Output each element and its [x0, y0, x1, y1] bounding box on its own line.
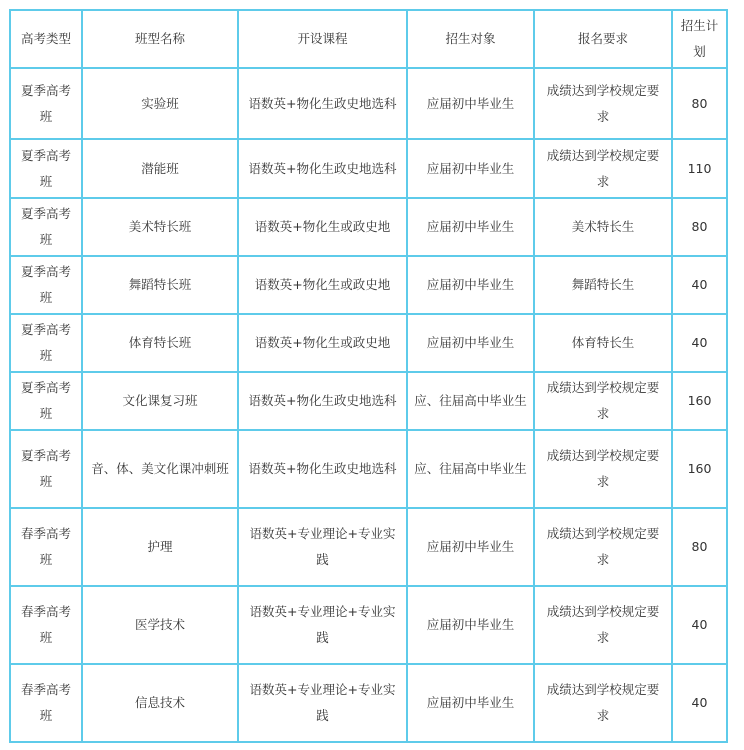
cell-plan: 160: [672, 372, 727, 430]
table-row: [10, 664, 727, 742]
cell-courses: 语数英+物化生政史地选科: [238, 372, 407, 430]
cell-courses: 语数英+物化生或政史地: [238, 314, 407, 372]
table-row: [10, 372, 727, 430]
table-body: [10, 10, 727, 742]
header-row: [10, 10, 727, 68]
cell-plan: 40: [672, 314, 727, 372]
cell-plan: 80: [672, 198, 727, 256]
cell-courses: 语数英+物化生政史地选科: [238, 430, 407, 508]
cell-target: 应届初中毕业生: [407, 68, 534, 139]
cell-courses: 语数英+物化生政史地选科: [238, 68, 407, 139]
cell-courses: 语数英+物化生政史地选科: [238, 139, 407, 198]
cell-target: 应届初中毕业生: [407, 664, 534, 742]
cell-requirement: 舞蹈特长生: [534, 256, 672, 314]
cell-target: 应届初中毕业生: [407, 508, 534, 586]
header-exam-type: 高考类型: [10, 10, 82, 68]
cell-requirement: 成绩达到学校规定要求: [534, 508, 672, 586]
cell-plan: 40: [672, 256, 727, 314]
cell-exam-type: 夏季高考班: [10, 314, 82, 372]
cell-exam-type: 夏季高考班: [10, 256, 82, 314]
header-target: 招生对象: [407, 10, 534, 68]
cell-plan: 80: [672, 68, 727, 139]
table-row: [10, 139, 727, 198]
cell-plan: 40: [672, 586, 727, 664]
cell-plan: 160: [672, 430, 727, 508]
table-row: [10, 68, 727, 139]
enrollment-table: [9, 9, 728, 743]
cell-target: 应届初中毕业生: [407, 198, 534, 256]
cell-target: 应、往届高中毕业生: [407, 430, 534, 508]
cell-requirement: 成绩达到学校规定要求: [534, 430, 672, 508]
cell-exam-type: 夏季高考班: [10, 139, 82, 198]
cell-class-name: 美术特长班: [82, 198, 238, 256]
cell-class-name: 舞蹈特长班: [82, 256, 238, 314]
cell-courses: 语数英+物化生或政史地: [238, 198, 407, 256]
cell-requirement: 成绩达到学校规定要求: [534, 372, 672, 430]
table-row: [10, 508, 727, 586]
table-row: [10, 430, 727, 508]
header-courses: 开设课程: [238, 10, 407, 68]
cell-courses: 语数英+专业理论+专业实践: [238, 664, 407, 742]
cell-plan: 40: [672, 664, 727, 742]
cell-class-name: 实验班: [82, 68, 238, 139]
table-row: [10, 314, 727, 372]
cell-courses: 语数英+物化生或政史地: [238, 256, 407, 314]
cell-class-name: 护理: [82, 508, 238, 586]
cell-requirement: 成绩达到学校规定要求: [534, 586, 672, 664]
cell-exam-type: 夏季高考班: [10, 198, 82, 256]
cell-requirement: 成绩达到学校规定要求: [534, 139, 672, 198]
cell-exam-type: 夏季高考班: [10, 68, 82, 139]
cell-requirement: 美术特长生: [534, 198, 672, 256]
cell-class-name: 信息技术: [82, 664, 238, 742]
cell-courses: 语数英+专业理论+专业实践: [238, 586, 407, 664]
cell-class-name: 医学技术: [82, 586, 238, 664]
table-row: [10, 256, 727, 314]
cell-target: 应、往届高中毕业生: [407, 372, 534, 430]
cell-target: 应届初中毕业生: [407, 139, 534, 198]
cell-class-name: 潜能班: [82, 139, 238, 198]
cell-exam-type: 春季高考班: [10, 664, 82, 742]
cell-class-name: 体育特长班: [82, 314, 238, 372]
cell-plan: 80: [672, 508, 727, 586]
cell-requirement: 成绩达到学校规定要求: [534, 664, 672, 742]
table-row: [10, 586, 727, 664]
cell-exam-type: 春季高考班: [10, 508, 82, 586]
cell-class-name: 文化课复习班: [82, 372, 238, 430]
cell-exam-type: 夏季高考班: [10, 372, 82, 430]
cell-requirement: 体育特长生: [534, 314, 672, 372]
cell-exam-type: 夏季高考班: [10, 430, 82, 508]
cell-requirement: 成绩达到学校规定要求: [534, 68, 672, 139]
cell-target: 应届初中毕业生: [407, 586, 534, 664]
header-requirement: 报名要求: [534, 10, 672, 68]
cell-courses: 语数英+专业理论+专业实践: [238, 508, 407, 586]
cell-plan: 110: [672, 139, 727, 198]
cell-target: 应届初中毕业生: [407, 314, 534, 372]
cell-class-name: 音、体、美文化课冲刺班: [82, 430, 238, 508]
table-row: [10, 198, 727, 256]
header-class-name: 班型名称: [82, 10, 238, 68]
header-plan: 招生计划: [672, 10, 727, 68]
cell-target: 应届初中毕业生: [407, 256, 534, 314]
cell-exam-type: 春季高考班: [10, 586, 82, 664]
